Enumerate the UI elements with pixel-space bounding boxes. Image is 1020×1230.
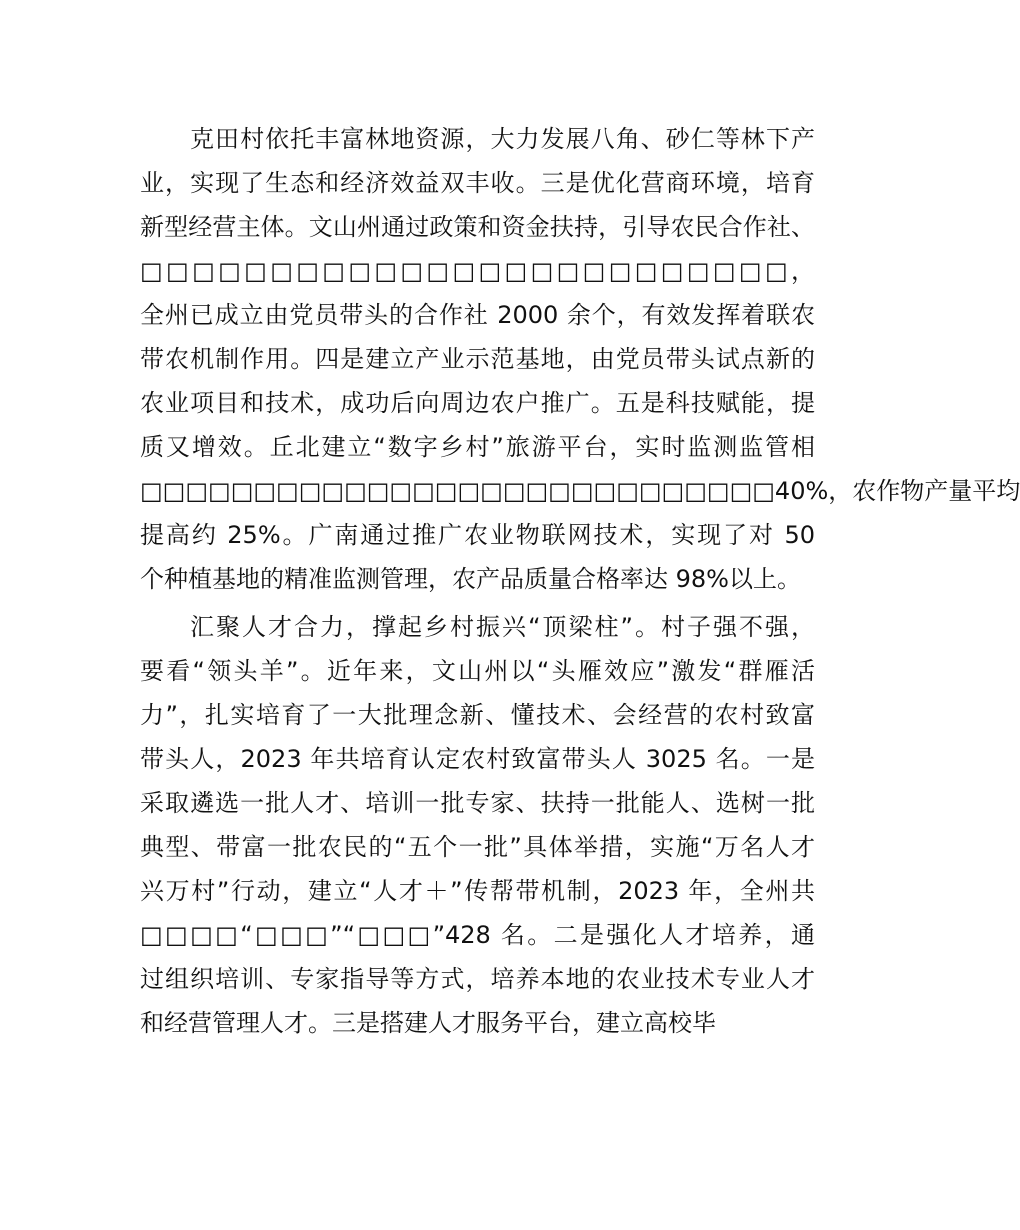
text-line: 典型、带富一批农民的“五个一批”具体举措，实施“万名人才: [140, 833, 815, 861]
text-line: □□□□□□□□□□□□□□□□□□□□□□□□□，: [140, 257, 815, 285]
text-line: 提高约 25%。广南通过推广农业物联网技术，实现了对 50: [140, 521, 815, 549]
text-line: □□□□“□□□”“□□□”428 名。二是强化人才培养，通: [140, 921, 815, 949]
text-line: 采取遴选一批人才、培训一批专家、扶持一批能人、选树一批: [140, 789, 815, 817]
text-line: 全州已成立由党员带头的合作社 2000 余个，有效发挥着联农: [140, 301, 815, 329]
text-line: 克田村依托丰富林地资源，大力发展八角、砂仁等林下产: [190, 125, 815, 153]
text-line: 力”，扎实培育了一大批理念新、懂技术、会经营的农村致富: [140, 701, 815, 729]
text-line: 带头人，2023 年共培育认定农村致富带头人 3025 名。一是: [140, 745, 815, 773]
text-line: 质又增效。丘北建立“数字乡村”旅游平台，实时监测监管相: [140, 433, 815, 461]
text-line: 要看“领头羊”。近年来，文山州以“头雁效应”激发“群雁活: [140, 657, 815, 685]
text-line: □□□□□□□□□□□□□□□□□□□□□□□□□□□□40%，农作物产量平均: [140, 477, 1020, 505]
text-line: 兴万村”行动，建立“人才＋”传帮带机制，2023 年，全州共: [140, 877, 815, 905]
text-line: 汇聚人才合力，撑起乡村振兴“顶梁柱”。村子强不强，: [190, 613, 815, 641]
paragraph-1: [140, 117, 1020, 601]
text-line: 个种植基地的精准监测管理，农产品质量合格率达 98%以上。: [140, 565, 801, 593]
text-line: 过组织培训、专家指导等方式，培养本地的农业技术专业人才: [140, 965, 815, 993]
text-line: 农业项目和技术，成功后向周边农户推广。五是科技赋能，提: [140, 389, 815, 417]
text-line: 业，实现了生态和经济效益双丰收。三是优化营商环境，培育: [140, 169, 815, 197]
text-line: 带农机制作用。四是建立产业示范基地，由党员带头试点新的: [140, 345, 815, 373]
paragraph-2: [140, 605, 815, 1045]
text-line: 新型经营主体。文山州通过政策和资金扶持，引导农民合作社、: [140, 213, 815, 241]
text-line: 和经营管理人才。三是搭建人才服务平台，建立高校毕: [140, 1009, 716, 1037]
